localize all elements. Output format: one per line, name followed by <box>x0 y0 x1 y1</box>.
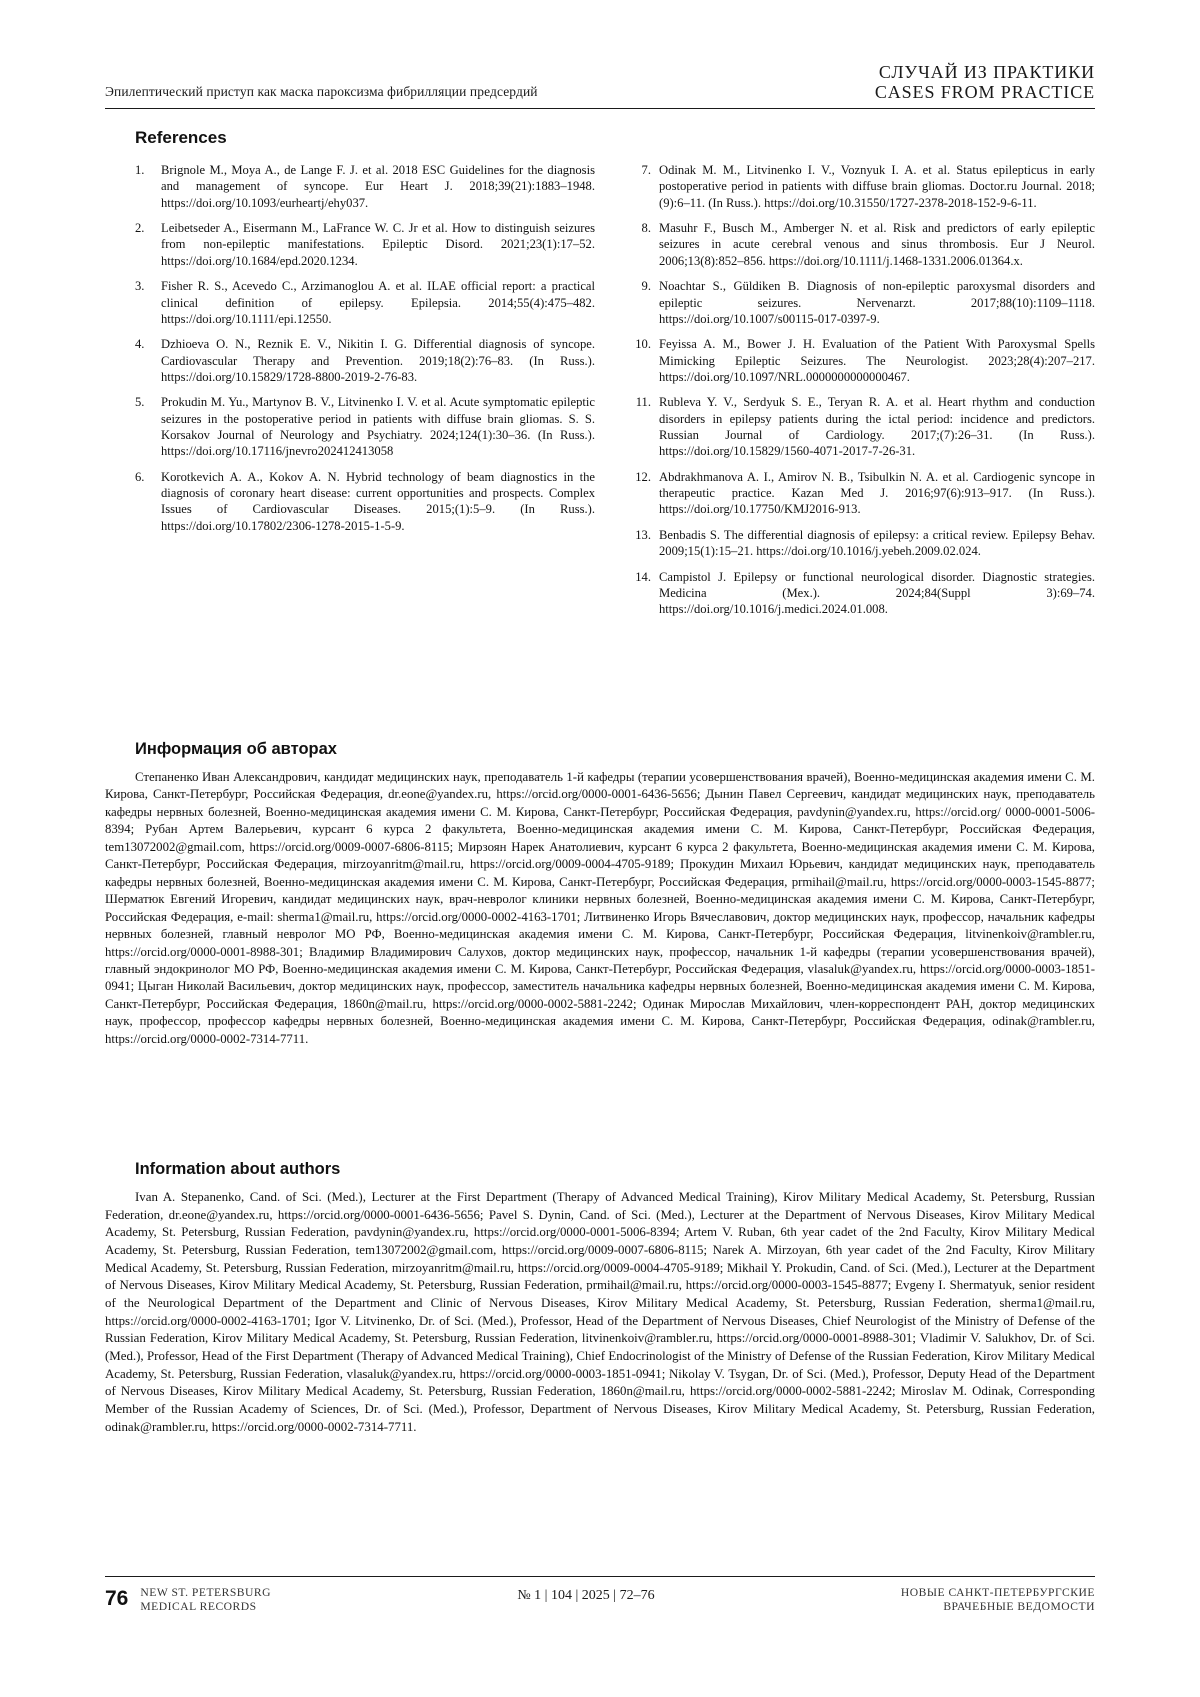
reference-item <box>135 336 595 385</box>
authors-info-en-section <box>105 1160 1095 1436</box>
authors-info-ru-body: Степаненко Иван Александрович, кандидат медицинских наук, преподаватель 1-й кафедры (терапии усовершенствования врачей), Военно-медицинская академия имени С. М. Кирова, Санкт-Петербург, Российская Федерация, dr.eone@yandex.ru, https://orcid.org/0000-0001-6436-5656; Дынин Павел Сергеевич, кандидат медицинских наук, преподаватель кафедры нервных болезней, Военно-медицинская академия имени С. М. Кирова, Санкт-Петербург, Российская Федерация, pavdynin@yandex.ru, https://orcid.org/ 0000-0001-5006-8394; Рубан Артем Валерьевич, курсант 6 курса 2 факультета, Военно-медицинская академия имени С. М. Кирова, Санкт-Петербург, Российская Федерация, tem13072002@gmail.com, https://orcid.org/0009-0007-6806-8115; Мирзоян Нарек Анатолиевич, курсант 6 курса 2 факультета, Военно-медицинская академия имени С. М. Кирова, Санкт-Петербург, Российская Федерация, mirzoyanritm@mail.ru, https://orcid.org/0009-0004-4705-9189; Прокудин Михаил Юрьевич, кандидат медицинских наук, преподаватель кафедры нервных болезней, Военно-медицинская академия имени С. М. Кирова, Санкт-Петербург, Российская Федерация, prmihail@mail.ru, https://orcid.org/0000-0003-1545-8877; Шерматюк Евгений Игоревич, кандидат медицинских наук, врач-невролог клиники нервных болезней, Военно-медицинская академия имени С. М. Кирова, Санкт-Петербург, Российская Федерация, e-mail: sherma1@mail.ru, https://orcid.org/0000-0002-4163-1701; Литвиненко Игорь Вячеславович, доктор медицинских наук, профессор, начальник кафедры нервных болезней, главный невролог МО РФ, Военно-медицинская академия имени С. М. Кирова, Санкт-Петербург, Российская Федерация, litvinenkoiv@rambler.ru, https://orcid.org/0000-0001-8988-301; Владимир Владимирович Салухов, доктор медицинских наук, профессор, начальник 1-й кафедры (терапии усовершенствования врачей), главный эндокринолог МО РФ, Военно-медицинская академия имени С. М. Кирова, Санкт-Петербург, Российская Федерация, vlasaluk@yandex.ru, https://orcid.org/0000-0003-1851-0941; Цыган Николай Васильевич, доктор медицинских наук, профессор, заместитель начальника кафедры нервных болезней, Военно-медицинская академия имени С. М. Кирова, Санкт-Петербург, Российская Федерация, 1860n@mail.ru, https://orcid.org/0000-0002-5881-2242; Одинак Мирослав Михайлович, член-корреспондент РАН, доктор медицинских наук, профессор, профессор кафедры нервных болезней, Военно-медицинская академия имени С. М. Кирова, Санкт-Петербург, Российская Федерация, odinak@rambler.ru, https://orcid.org/0000-0002-7314-7711. <box>105 770 1095 1046</box>
reference-item <box>135 162 595 211</box>
reference-text: Fisher R. S., Acevedo C., Arzimanoglou A. et al. ILAE official report: a practical clinical definition of epilepsy. Epilepsia. 2014;55(4):475–482. https://doi.org/10.1111/epi.12550. <box>161 279 595 326</box>
reference-text: Masuhr F., Busch M., Amberger N. et al. Risk and predictors of early epileptic seizures in acute cerebral venous and sinus thrombosis. Eur J Neurol. 2006;13(8):852–856. https://doi.org/10.1111/j.1468-1331.2006.01364.x. <box>659 221 1095 268</box>
reference-number: 2. <box>135 221 145 236</box>
reference-item <box>135 469 595 534</box>
running-head-section-en: CASES FROM PRACTICE <box>874 82 1095 103</box>
reference-item <box>635 569 1095 618</box>
journal-name-ru-line1: НОВЫЕ САНКТ-ПЕТЕРБУРГСКИЕ <box>900 1586 1095 1599</box>
page-footer <box>105 1576 1095 1614</box>
running-head-section-ru: СЛУЧАЙ ИЗ ПРАКТИКИ <box>878 62 1095 82</box>
reference-text: Brignole M., Moya A., de Lange F. J. et al. 2018 ESC Guidelines for the diagnosis and management of syncope. Eur Heart J. 2018;39(21):1883–1948. https://doi.org/10.1093/eurheartj/ehy037. <box>161 163 595 210</box>
footer-left <box>105 1586 271 1614</box>
authors-info-ru-heading: Информация об авторах <box>135 740 337 758</box>
reference-item <box>635 394 1095 459</box>
reference-item <box>635 527 1095 560</box>
references-column-right <box>635 162 1095 627</box>
journal-name-en-line1: NEW ST. PETERSBURG <box>140 1586 271 1599</box>
references-section <box>105 128 1095 627</box>
reference-text: Benbadis S. The differential diagnosis of epilepsy: a critical review. Epilepsy Behav. 2009;15(1):15–21. https://doi.org/10.1016/j.yebeh.2009.02.024. <box>659 527 1095 559</box>
reference-number: 8. <box>641 221 651 236</box>
authors-info-en-heading: Information about authors <box>135 1160 341 1178</box>
reference-text: Rubleva Y. V., Serdyuk S. E., Teryan R. A. et al. Heart rhythm and conduction disorders in epilepsy patients during the ictal period: incidence and predictors. Russian Journal of Cardiology. 2017;(7):26–31. (In Russ.). https://doi.org/10.15829/1560-4071-2017-7-26-31. <box>659 395 1095 459</box>
reference-text: Noachtar S., Güldiken B. Diagnosis of non-epileptic paroxysmal disorders and epileptic seizures. Nervenarzt. 2017;88(10):1109–1118. https://doi.org/10.1007/s00115-017-0397-9. <box>659 279 1095 326</box>
reference-number: 11. <box>635 395 651 410</box>
journal-name-en-line2: MEDICAL RECORDS <box>140 1600 257 1614</box>
reference-number: 12. <box>635 469 651 484</box>
running-head-article-title: Эпилептический приступ как маска пароксизма фибрилляции предсердий <box>105 84 538 100</box>
reference-number: 10. <box>635 337 651 352</box>
reference-number: 1. <box>135 163 145 177</box>
reference-item <box>635 336 1095 385</box>
journal-name-ru-line2: ВРАЧЕБНЫЕ ВЕДОМОСТИ <box>943 1600 1095 1614</box>
reference-text: Leibetseder A., Eisermann M., LaFrance W. C. Jr et al. How to distinguish seizures from non-epileptic manifestations. Epileptic Disord. 2021;23(1):17–52. https://doi.org/10.1684/epd.2020.1234. <box>161 221 595 268</box>
authors-info-en-body: Ivan A. Stepanenko, Cand. of Sci. (Med.), Lecturer at the First Department (Therapy of Advanced Medical Training), Kirov Military Medical Academy, St. Petersburg, Russian Federation, dr.eone@yandex.ru, https://orcid.org/0000-0001-6436-5656; Pavel S. Dynin, Cand. of Sci. (Med.), Lecturer at the Department of Nervous Diseases, Kirov Military Medical Academy, St. Petersburg, Russian Federation, pavdynin@yandex.ru, https://orcid.org/0000-0001-5006-8394; Artem V. Ruban, 6th year cadet of the 2nd Faculty, Kirov Military Medical Academy, St. Petersburg, Russian Federation, tem13072002@gmail.com, https://orcid.org/0009-0007-6806-8115; Narek A. Mirzoyan, 6th year cadet of the 2nd Faculty, Kirov Military Medical Academy, St. Petersburg, Russian Federation, mirzoyanritm@mail.ru, https://orcid.org/0009-0004-4705-9189; Mikhail Y. Prokudin, Cand. of Sci. (Med.), Lecturer at the Department of Nervous Diseases, Kirov Military Medical Academy, St. Petersburg, Russian Federation, prmihail@mail.ru, https://orcid.org/0000-0003-1545-8877; Evgeny I. Shermatyuk, senior resident of the Neurological Department of the Department and Clinic of Nervous Diseases, Kirov Military Medical Academy, St. Petersburg, Russian Federation, sherma1@mail.ru, https://orcid.org/0000-0002-4163-1701; Igor V. Litvinenko, Dr. of Sci. (Med.), Professor, Head of the Department of Nervous Diseases, Chief Neurologist of the Ministry of Defense of the Russian Federation, Kirov Military Medical Academy, St. Petersburg, Russian Federation, litvinenkoiv@rambler.ru, https://orcid.org/0000-0001-8988-301; Vladimir V. Salukhov, Dr. of Sci. (Med.), Professor, Head of the First Department (Therapy of Advanced Medical Training), Chief Endocrinologist of the Ministry of Defense of the Russian Federation, Kirov Military Medical Academy, St. Petersburg, Russian Federation, vlasaluk@yandex.ru, https://orcid.org/0000-0003-1851-0941; Nikolay V. Tsygan, Dr. of Sci. (Med.), Professor, Deputy Head of the Department of Nervous Diseases, Kirov Military Medical Academy, St. Petersburg, Russian Federation, 1860n@mail.ru, https://orcid.org/0000-0002-5881-2242; Miroslav M. Odinak, Corresponding Member of the Russian Academy of Sciences, Dr. of Sci. (Med.), Professor, Department of Nervous Diseases, Kirov Military Medical Academy, St. Petersburg, Russian Federation, odinak@rambler.ru, https://orcid.org/0000-0002-7314-7711. <box>105 1190 1095 1434</box>
reference-item <box>635 162 1095 211</box>
reference-item <box>135 394 595 459</box>
journal-name-ru <box>901 1586 1095 1614</box>
reference-text: Odinak M. M., Litvinenko I. V., Voznyuk I. A. et al. Status epilepticus in early postoperative period in patients with diffuse brain gliomas. Doctor.ru Journal. 2018;(9):6–11. (In Russ.). https://doi.org/10.31550/1727-2378-2018-152-9-6-11. <box>659 163 1095 210</box>
reference-number: 13. <box>635 527 651 542</box>
reference-number: 5. <box>135 395 145 410</box>
reference-text: Campistol J. Epilepsy or functional neurological disorder. Diagnostic strategies. Medicina (Mex.). 2024;84(Suppl 3):69–74. https://doi.org/10.1016/j.medici.2024.01.008. <box>659 569 1095 617</box>
running-head <box>105 62 1095 109</box>
reference-text: Korotkevich A. A., Kokov A. N. Hybrid technology of beam diagnostics in the diagnosis of coronary heart disease: current opportunities and prospects. Complex Issues of Cardiovascular Diseases. 2015;(1):5–9. (In Russ.). https://doi.org/10.17802/2306-1278-2015-1-5-9. <box>161 469 595 533</box>
reference-number: 14. <box>635 569 651 584</box>
reference-number: 3. <box>135 279 145 294</box>
references-column-left <box>105 162 595 627</box>
authors-info-ru-section <box>105 740 1095 1048</box>
reference-text: Prokudin M. Yu., Martynov B. V., Litvinenko I. V. et al. Acute symptomatic epileptic seizures in the postoperative period in patients with diffuse brain gliomas. S. S. Korsakov Journal of Neurology and Psychiatry. 2024;124(1):30–36. (In Russ.). https://doi.org/10.17116/jnevro202412413058 <box>161 395 595 459</box>
references-columns <box>105 162 1095 627</box>
reference-number: 9. <box>641 279 651 294</box>
reference-text: Dzhioeva O. N., Reznik E. V., Nikitin I. G. Differential diagnosis of syncope. Cardiovascular Therapy and Prevention. 2019;18(2):76–83. (In Russ.). https://doi.org/10.15829/1728-8800-2019-2-76-83. <box>161 337 595 384</box>
references-heading: References <box>135 128 227 147</box>
reference-number: 6. <box>135 469 145 484</box>
reference-number: 4. <box>135 337 145 352</box>
reference-item <box>135 278 595 327</box>
running-head-section <box>875 62 1095 102</box>
reference-text: Abdrakhmanova A. I., Amirov N. B., Tsibulkin N. A. et al. Cardiogenic syncope in therapeutic practice. Kazan Med J. 2016;97(6):913–917. (In Russ.). https://doi.org/10.17750/KMJ2016-913. <box>659 469 1095 517</box>
journal-name-en <box>140 1586 271 1614</box>
reference-item <box>635 220 1095 269</box>
reference-item <box>635 469 1095 518</box>
reference-list-left <box>135 162 595 534</box>
reference-text: Feyissa A. M., Bower J. H. Evaluation of the Patient With Paroxysmal Spells Mimicking Epileptic Seizures. The Neurologist. 2023;28(4):207–217. https://doi.org/10.1097/NRL.0000000000000467. <box>659 337 1095 384</box>
page-number: 76 <box>105 1587 129 1610</box>
issue-info: № 1 | 104 | 2025 | 72–76 <box>517 1588 655 1603</box>
reference-list-right <box>635 162 1095 618</box>
reference-number: 7. <box>641 163 651 177</box>
reference-item <box>635 278 1095 327</box>
reference-item <box>135 220 595 269</box>
